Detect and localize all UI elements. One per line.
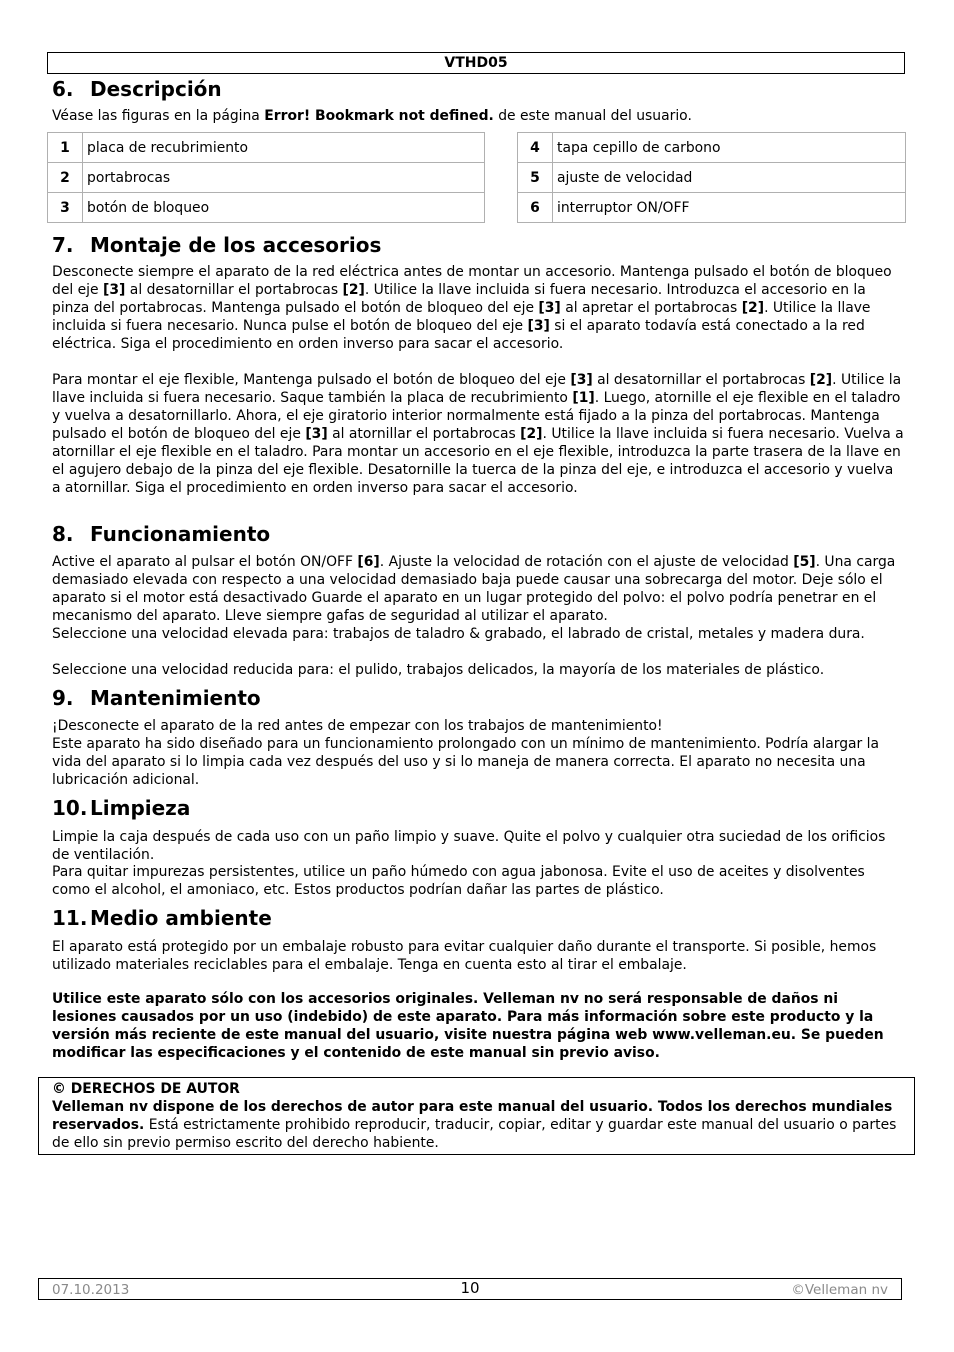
- text-run: Desconecte siempre el aparato de la red eléctrica antes de montar un accesorio. Mantenga pulsado el botón de bloqueo del eje: [52, 264, 892, 298]
- text-run: . Luego, atornille el eje flexible en el taladro y vuelva a desatornillarlo. Ahora, el eje giratorio interior normalmente está fijado a la pinza del portabrocas. Mantenga pulsado el botón de bloqueo del eje: [52, 390, 901, 442]
- parts-row: [518, 193, 906, 223]
- reference-number: [3]: [538, 300, 561, 316]
- text-run: . Utilice la llave incluida si fuera necesario. Saque también la placa de recubrimiento: [52, 372, 902, 406]
- part-label: placa de recubrimiento: [83, 133, 485, 163]
- text-run: . Utilice la llave incluida si fuera necesario. Vuelva a atornillar el eje flexible en el taladro. Para montar un accesorio en el eje flexible, introduzca la parte trasera de la llave en el agujero debajo de la pinza del eje flexible. Desatornille la tuerca de la pinza del eje, e introduzca el accesorio y vuelva a atornillar. Siga el procedimiento en orden inverso para sacar el accesorio.: [52, 426, 904, 496]
- part-label: portabrocas: [83, 163, 485, 193]
- part-label: ajuste de velocidad: [553, 163, 906, 193]
- document-header: [47, 52, 905, 74]
- copyright-text: Velleman nv dispone de los derechos de autor para este manual del usuario. Todos los derechos mundiales reservados. Está estrictamente prohibido reproducir, traducir, copiar, editar y guardar este manual del usuario o partes de ello sin previo permiso escrito del derecho habiente.: [52, 1099, 897, 1151]
- section-8-heading: 8. Funcionamiento: [52, 522, 271, 546]
- section-7-paragraph-2: [52, 371, 904, 497]
- parts-row: [48, 163, 485, 193]
- footer-brand: ©Velleman nv: [791, 1282, 888, 1298]
- text-run: al atornillar el portabrocas: [327, 426, 521, 442]
- text-run: si el aparato todavía está conectado a la red eléctrica. Siga el procedimiento en orden inverso para sacar el accesorio.: [52, 318, 865, 352]
- reference-number: [3]: [103, 282, 126, 298]
- section-9-paragraph-1: ¡Desconecte el aparato de la red antes de empezar con los trabajos de mantenimiento!: [52, 718, 663, 734]
- text-run: . Una carga demasiado elevada con respecto a una velocidad demasiado baja puede causar una sobrecarga del motor. Deje sólo el aparato si el motor está desactivado Guarde el aparato en un lugar protegido del polvo: el polvo podría penetrar en el mecanismo del aparato. Lleve siempre gafas de seguridad al utilizar el aparato.: [52, 554, 896, 624]
- section-10-paragraph-1: Limpie la caja después de cada uso con un paño limpio y suave. Quite el polvo y cualquier otra suciedad de los orificios de ventilación.: [52, 829, 886, 863]
- part-number: 4: [518, 133, 553, 163]
- footer-date: 07.10.2013: [52, 1282, 130, 1298]
- reference-number: [1]: [572, 390, 595, 406]
- section-9-heading: 9. Mantenimiento: [52, 686, 261, 710]
- reference-number: [6]: [357, 554, 380, 570]
- parts-table-right: [517, 132, 906, 223]
- text-run: al desatornillar el portabrocas: [125, 282, 343, 298]
- part-number: 1: [48, 133, 83, 163]
- parts-row: [518, 163, 906, 193]
- parts-row: [518, 133, 906, 163]
- reference-number: [2]: [741, 300, 765, 316]
- parts-table-left: [47, 132, 485, 223]
- part-number: 5: [518, 163, 553, 193]
- page-footer: [38, 1278, 902, 1300]
- part-number: 2: [48, 163, 83, 193]
- part-number: 3: [48, 193, 83, 223]
- model-number: VTHD05: [444, 55, 508, 71]
- copyright-title: © DERECHOS DE AUTOR: [52, 1081, 240, 1097]
- section-11-paragraph-1: El aparato está protegido por un embalaje robusto para evitar cualquier daño durante el transporte. Si posible, hemos utilizado materiales reciclables para el embalaje. Tenga en cuenta esto al tirar el embalaje.: [52, 939, 877, 973]
- section-6-intro: Véase las figuras en la página Error! Bookmark not defined. de este manual del usuario.: [52, 108, 692, 124]
- section-11-notice: Utilice este aparato sólo con los accesorios originales. Velleman nv no será responsable de daños ni lesiones causados por un uso (indebido) de este aparato. Para más información sobre este producto y la versión más reciente de este manual del usuario, visite nuestra página web www.velleman.eu. Se pueden modificar las especificaciones y el contenido de este manual sin previo aviso.: [52, 991, 884, 1061]
- section-8-paragraph-2: Seleccione una velocidad elevada para: trabajos de taladro & grabado, el labrado de cristal, metales y madera dura.: [52, 626, 865, 642]
- part-label: botón de bloqueo: [83, 193, 485, 223]
- reference-number: [3]: [527, 318, 550, 334]
- section-9-paragraph-2: Este aparato ha sido diseñado para un funcionamiento prolongado con un mínimo de mantenimiento. Podría alargar la vida del aparato si lo limpia cada vez después del uso y si lo maneja de manera correcta. El aparato no necesita una lubricación adicional.: [52, 736, 880, 788]
- part-label: interruptor ON/OFF: [553, 193, 906, 223]
- text-run: . Ajuste la velocidad de rotación con el ajuste de velocidad: [379, 554, 794, 570]
- parts-row: [48, 193, 485, 223]
- parts-row: [48, 133, 485, 163]
- section-7-heading: 7. Montaje de los accesorios: [52, 233, 382, 257]
- section-8-paragraph-3: Seleccione una velocidad reducida para: el pulido, trabajos delicados, la mayoría de los materiales de plástico.: [52, 662, 825, 678]
- text-run: Para montar el eje flexible, Mantenga pulsado el botón de bloqueo del eje: [52, 372, 571, 388]
- text-run: Active el aparato al pulsar el botón ON/OFF: [52, 554, 358, 570]
- part-label: tapa cepillo de carbono: [553, 133, 906, 163]
- text-run: al desatornillar el portabrocas: [592, 372, 810, 388]
- page-number: 10: [460, 1279, 480, 1297]
- section-10-paragraph-2: Para quitar impurezas persistentes, utilice un paño húmedo con agua jabonosa. Evite el uso de aceites y disolventes como el alcohol, el amoniaco, etc. Estos productos podrían dañar las partes de plástico.: [52, 864, 865, 898]
- reference-number: [5]: [793, 554, 816, 570]
- part-number: 6: [518, 193, 553, 223]
- text-run: al apretar el portabrocas: [560, 300, 742, 316]
- section-10-heading: 10. Limpieza: [52, 796, 191, 820]
- text-run: . Utilice la llave incluida si fuera necesario. Introduzca el accesorio en la pinza del portabrocas. Mantenga pulsado el botón de bloqueo del eje: [52, 282, 866, 316]
- reference-number: [2]: [342, 282, 365, 298]
- section-7-paragraph-1: [52, 263, 904, 353]
- section-8-paragraph-1: [52, 553, 904, 625]
- reference-number: [2]: [520, 426, 543, 442]
- section-11-heading: 11. Medio ambiente: [52, 906, 272, 930]
- reference-number: [3]: [570, 372, 593, 388]
- copyright-box: [38, 1077, 915, 1155]
- text-run: . Utilice la llave incluida si fuera necesario. Nunca pulse el botón de bloqueo del eje: [52, 300, 871, 334]
- reference-number: [2]: [809, 372, 833, 388]
- section-6-heading: 6. Descripción: [52, 77, 222, 101]
- reference-number: [3]: [305, 426, 328, 442]
